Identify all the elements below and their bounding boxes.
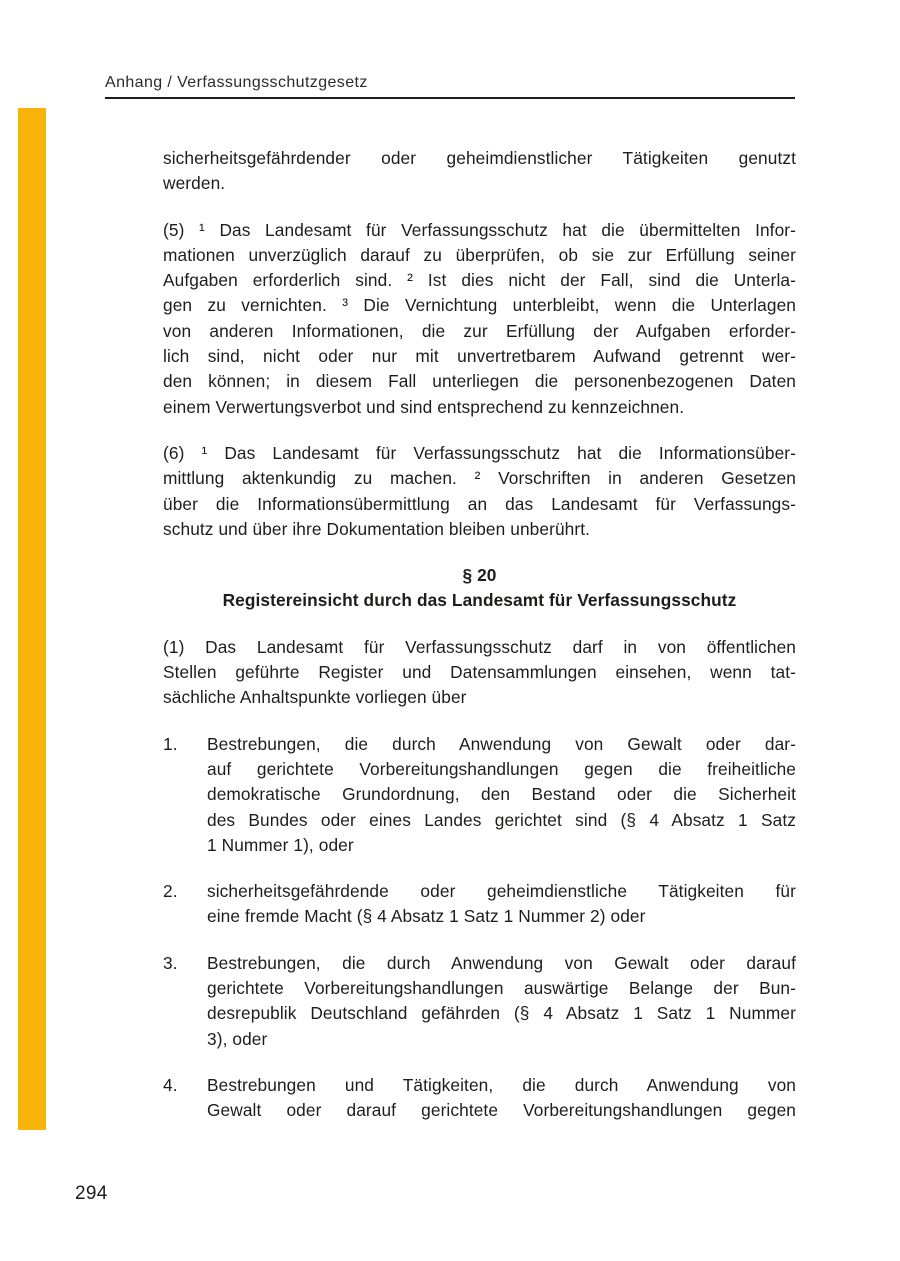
text-line: Bestrebungen, die durch Anwendung von Gewalt oder dar-	[207, 733, 796, 754]
text-line: von anderen Informationen, die zur Erfüllung der Aufgaben erforder-	[163, 320, 796, 341]
text-line: Bestrebungen, die durch Anwendung von Gewalt oder darauf	[207, 952, 796, 973]
list-item-text	[207, 1073, 796, 1124]
section-heading	[163, 563, 796, 614]
list-item-text	[207, 879, 796, 930]
text-line: (6) ¹ Das Landesamt für Verfassungsschutz hat die Informationsüber-	[163, 442, 796, 463]
list-item-number: 4.	[163, 1074, 178, 1095]
paragraph	[163, 441, 796, 542]
text-line: sicherheitsgefährdende oder geheimdienstliche Tätigkeiten für	[207, 881, 796, 902]
text-line: auf gerichtete Vorbereitungshandlungen gegen die freiheitliche	[207, 758, 796, 779]
text-line: gen zu vernichten. ³ Die Vernichtung unterbleibt, wenn die Unterlagen	[163, 295, 796, 316]
text-line: (1) Das Landesamt für Verfassungsschutz darf in von öffentlichen	[163, 636, 796, 657]
list-item	[163, 732, 796, 858]
text-line: über die Informationsübermittlung an das Landesamt für Verfassungs-	[163, 493, 796, 514]
text-line: des Bundes oder eines Landes gerichtet sind (§ 4 Absatz 1 Satz	[207, 809, 796, 830]
list-item-number: 1.	[163, 733, 178, 754]
text-line: 1 Nummer 1), oder	[207, 834, 354, 855]
paragraph	[163, 218, 796, 420]
text-line: demokratische Grundordnung, den Bestand oder die Sicherheit	[207, 784, 796, 805]
text-line: einem Verwertungsverbot und sind entsprechend zu kennzeichnen.	[163, 396, 685, 417]
text-line: schutz und über ihre Dokumentation bleiben unberührt.	[163, 518, 591, 539]
text-line: Stellen geführte Register und Datensammlungen einsehen, wenn tat-	[163, 662, 796, 683]
accent-bar	[18, 108, 46, 1130]
content-column	[163, 146, 796, 1124]
list-item	[163, 879, 796, 930]
text-line: § 20	[462, 565, 497, 586]
text-line: gerichtete Vorbereitungshandlungen auswärtige Belange der Bun-	[207, 978, 796, 999]
list-item-number: 3.	[163, 952, 178, 973]
list-item-number: 2.	[163, 881, 178, 902]
text-line: sächliche Anhaltspunkte vorliegen über	[163, 687, 467, 708]
text-line: Aufgaben erforderlich sind. ² Ist dies nicht der Fall, sind die Unterla-	[163, 270, 796, 291]
list-item-text	[207, 732, 796, 858]
paragraph	[163, 146, 796, 197]
text-line: lich sind, nicht oder nur mit unvertretbarem Aufwand getrennt wer-	[163, 346, 796, 367]
text-line: mationen unverzüglich darauf zu überprüfen, ob sie zur Erfüllung seiner	[163, 244, 796, 265]
page-number: 294	[75, 1183, 108, 1204]
text-line: desrepublik Deutschland gefährden (§ 4 Absatz 1 Satz 1 Nummer	[207, 1003, 796, 1024]
paragraph	[163, 635, 796, 711]
text-line: 3), oder	[207, 1028, 268, 1049]
text-line: Gewalt oder darauf gerichtete Vorbereitungshandlungen gegen	[207, 1100, 796, 1121]
text-line: Bestrebungen und Tätigkeiten, die durch Anwendung von	[207, 1074, 796, 1095]
list-item	[163, 1073, 796, 1124]
text-line: mittlung aktenkundig zu machen. ² Vorschriften in anderen Gesetzen	[163, 468, 796, 489]
text-line: (5) ¹ Das Landesamt für Verfassungsschutz hat die übermittelten Infor-	[163, 219, 796, 240]
text-line: Registereinsicht durch das Landesamt für Verfassungsschutz	[222, 590, 737, 611]
text-line: eine fremde Macht (§ 4 Absatz 1 Satz 1 Nummer 2) oder	[207, 906, 646, 927]
running-header: Anhang / Verfassungsschutzgesetz	[105, 74, 368, 91]
text-line: werden.	[163, 173, 226, 194]
text-line: sicherheitsgefährdender oder geheimdienstlicher Tätigkeiten genutzt	[163, 148, 796, 168]
list-item	[163, 951, 796, 1052]
text-line: den können; in diesem Fall unterliegen die personenbezogenen Daten	[163, 371, 796, 392]
header-rule	[105, 97, 795, 99]
list-item-text	[207, 951, 796, 1052]
